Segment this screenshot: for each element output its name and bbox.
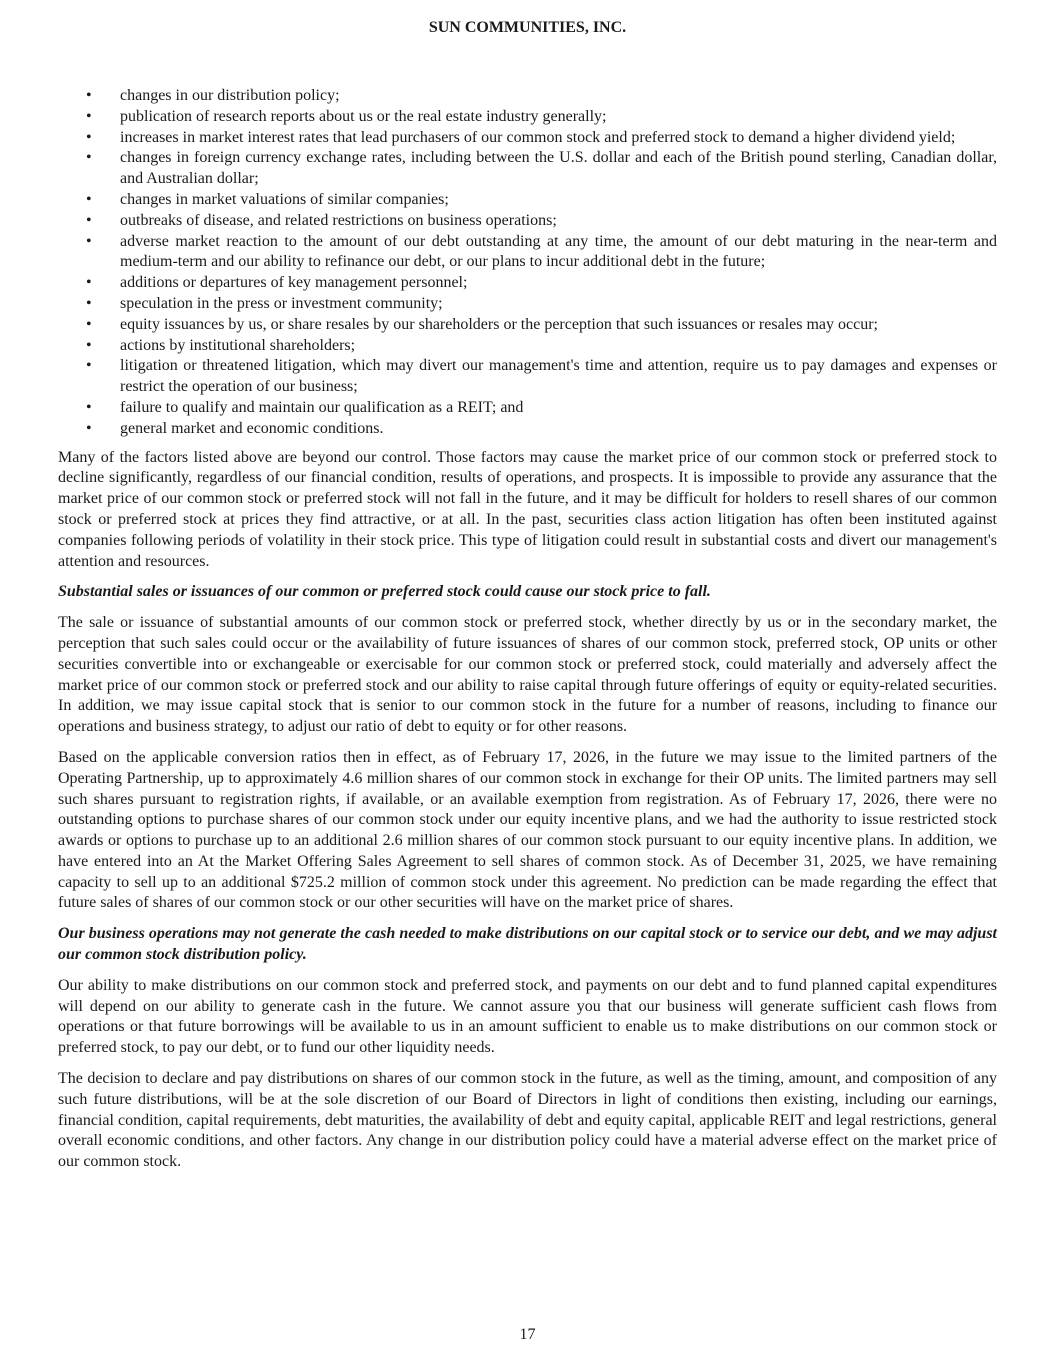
list-item-text: equity issuances by us, or share resales by our shareholders or the perception that such issuances or resales may occur; <box>120 315 878 333</box>
paragraph-factors-beyond-control: Many of the factors listed above are beyond our control. Those factors may cause the market price of our common stock or preferred stock to decline significantly, regardless of our financial condition, results of operations, and prospects. It is impossible to provide any assurance that the market price of our common stock or preferred stock will not fall in the future, and it may be difficult for holders to resell shares of our common stock or preferred stock at prices they find attractive, or at all. In the past, securities class action litigation has often been instituted against companies following periods of volatility in their stock price. This type of litigation could result in substantial costs and divert our management's attention and resources. <box>58 448 997 570</box>
list-item <box>58 128 997 149</box>
bullet-marker: • <box>86 315 92 333</box>
list-item-text: adverse market reaction to the amount of our debt outstanding at any time, the amount of our debt maturing in the near-term and medium-term and our ability to refinance our debt, or our plans to incur additional debt in the future; <box>120 232 997 271</box>
bullet-marker: • <box>86 274 92 292</box>
list-item-text: litigation or threatened litigation, which may divert our management's time and attention, require us to pay damages and expenses or restrict the operation of our business; <box>120 357 997 396</box>
bullet-marker: • <box>86 87 92 104</box>
list-item <box>58 315 997 336</box>
list-item-text: speculation in the press or investment community; <box>120 294 443 312</box>
bullet-marker: • <box>86 336 92 354</box>
bullet-marker: • <box>86 128 92 146</box>
list-item-text: failure to qualify and maintain our qualification as a REIT; and <box>120 398 524 416</box>
list-item <box>58 356 997 398</box>
bullet-marker: • <box>86 419 92 437</box>
paragraph-ability-to-distribute: Our ability to make distributions on our common stock and preferred stock, and payments on our debt and to fund planned capital expenditures will depend on our ability to generate cash in the future. We cannot assure you that our business will generate sufficient cash flows from operations or that future borrowings will be available to us in an amount sufficient to enable us to make distributions on our common stock or preferred stock, to pay our debt, or to fund our other liquidity needs. <box>58 976 997 1057</box>
page-header: SUN COMMUNITIES, INC. <box>428 19 627 36</box>
list-item-text: changes in foreign currency exchange rates, including between the U.S. dollar and each of the British pound sterling, Canadian dollar, and Australian dollar; <box>120 149 997 188</box>
list-item-text: publication of research reports about us or the real estate industry generally; <box>120 107 607 125</box>
bullet-marker: • <box>86 149 92 167</box>
list-item-text: actions by institutional shareholders; <box>120 336 356 354</box>
paragraph-conversion-ratios: Based on the applicable conversion ratios then in effect, as of February 17, 2026, in the future we may issue to the limited partners of the Operating Partnership, up to approximately 4.6 million shares of our common stock in exchange for their OP units. The limited partners may sell such shares pursuant to registration rights, if available, or an available exemption from registration. As of February 17, 2026, there were no outstanding options to purchase shares of our common stock under our equity incentive plans, and we had the authority to issue restricted stock awards or options to purchase up to an additional 2.6 million shares of our common stock pursuant to our equity incentive plans. In addition, we have entered into an At the Market Offering Sales Agreement to sell shares of common stock. As of December 31, 2025, we have remaining capacity to sell up to an additional $725.2 million of common stock under this agreement. No prediction can be made regarding the effect that future sales of shares of our common stock or our other securities will have on the market price of shares. <box>58 748 997 912</box>
list-item-text: general market and economic conditions. <box>120 419 384 437</box>
list-item <box>58 294 997 315</box>
list-item-text: changes in our distribution policy; <box>120 87 340 104</box>
list-item <box>58 232 997 274</box>
list-item-text: changes in market valuations of similar companies; <box>120 190 449 208</box>
list-item-text: outbreaks of disease, and related restrictions on business operations; <box>120 211 557 229</box>
paragraph-stock-issuance: The sale or issuance of substantial amounts of our common stock or preferred stock, whether directly by us or in the secondary market, the perception that such sales could occur or the availability of future issuances of shares of our common stock, preferred stock, OP units or other securities convertible into or exchangeable or exercisable for our common stock or preferred stock, could materially and adversely affect the market price of our common stock or preferred stock and our ability to raise capital through future offerings of equity or equity-related securities. In addition, we may issue capital stock that is senior to our common stock in the future for a number of reasons, including to finance our operations and business strategy, to adjust our ratio of debt to equity or for other reasons. <box>58 614 997 736</box>
list-item <box>58 398 997 419</box>
list-item <box>58 273 997 294</box>
paragraph-distribution-decision: The decision to declare and pay distributions on shares of our common stock in the future, as well as the timing, amount, and composition of any such future distributions, will be at the sole discretion of our Board of Directors in light of conditions then existing, including our earnings, financial condition, capital requirements, debt maturities, the availability of debt and equity capital, applicable REIT and legal restrictions, general overall economic conditions, and other factors. Any change in our distribution policy could have a material adverse effect on the market price of our common stock. <box>58 1070 997 1171</box>
list-item <box>58 211 997 232</box>
list-item-text: additions or departures of key management personnel; <box>120 274 468 292</box>
risk-factor-list <box>58 86 997 440</box>
page-number: 17 <box>519 1326 536 1343</box>
document-body <box>58 86 997 1183</box>
list-item <box>58 86 997 107</box>
bullet-marker: • <box>86 398 92 416</box>
bullet-marker: • <box>86 107 92 125</box>
section-heading-distributions: Our business operations may not generate the cash needed to make distributions on our capital stock or to service our debt, and we may adjust our common stock distribution policy. <box>58 925 997 964</box>
list-item-text: increases in market interest rates that lead purchasers of our common stock and preferred stock to demand a higher dividend yield; <box>120 128 956 146</box>
section-heading-stock-sales: Substantial sales or issuances of our common or preferred stock could cause our stock price to fall. <box>58 583 711 601</box>
list-item <box>58 148 997 190</box>
list-item <box>58 336 997 357</box>
bullet-marker: • <box>86 190 92 208</box>
list-item <box>58 107 997 128</box>
bullet-marker: • <box>86 357 92 375</box>
bullet-marker: • <box>86 294 92 312</box>
list-item <box>58 190 997 211</box>
bullet-marker: • <box>86 232 92 250</box>
list-item <box>58 419 997 440</box>
bullet-marker: • <box>86 211 92 229</box>
